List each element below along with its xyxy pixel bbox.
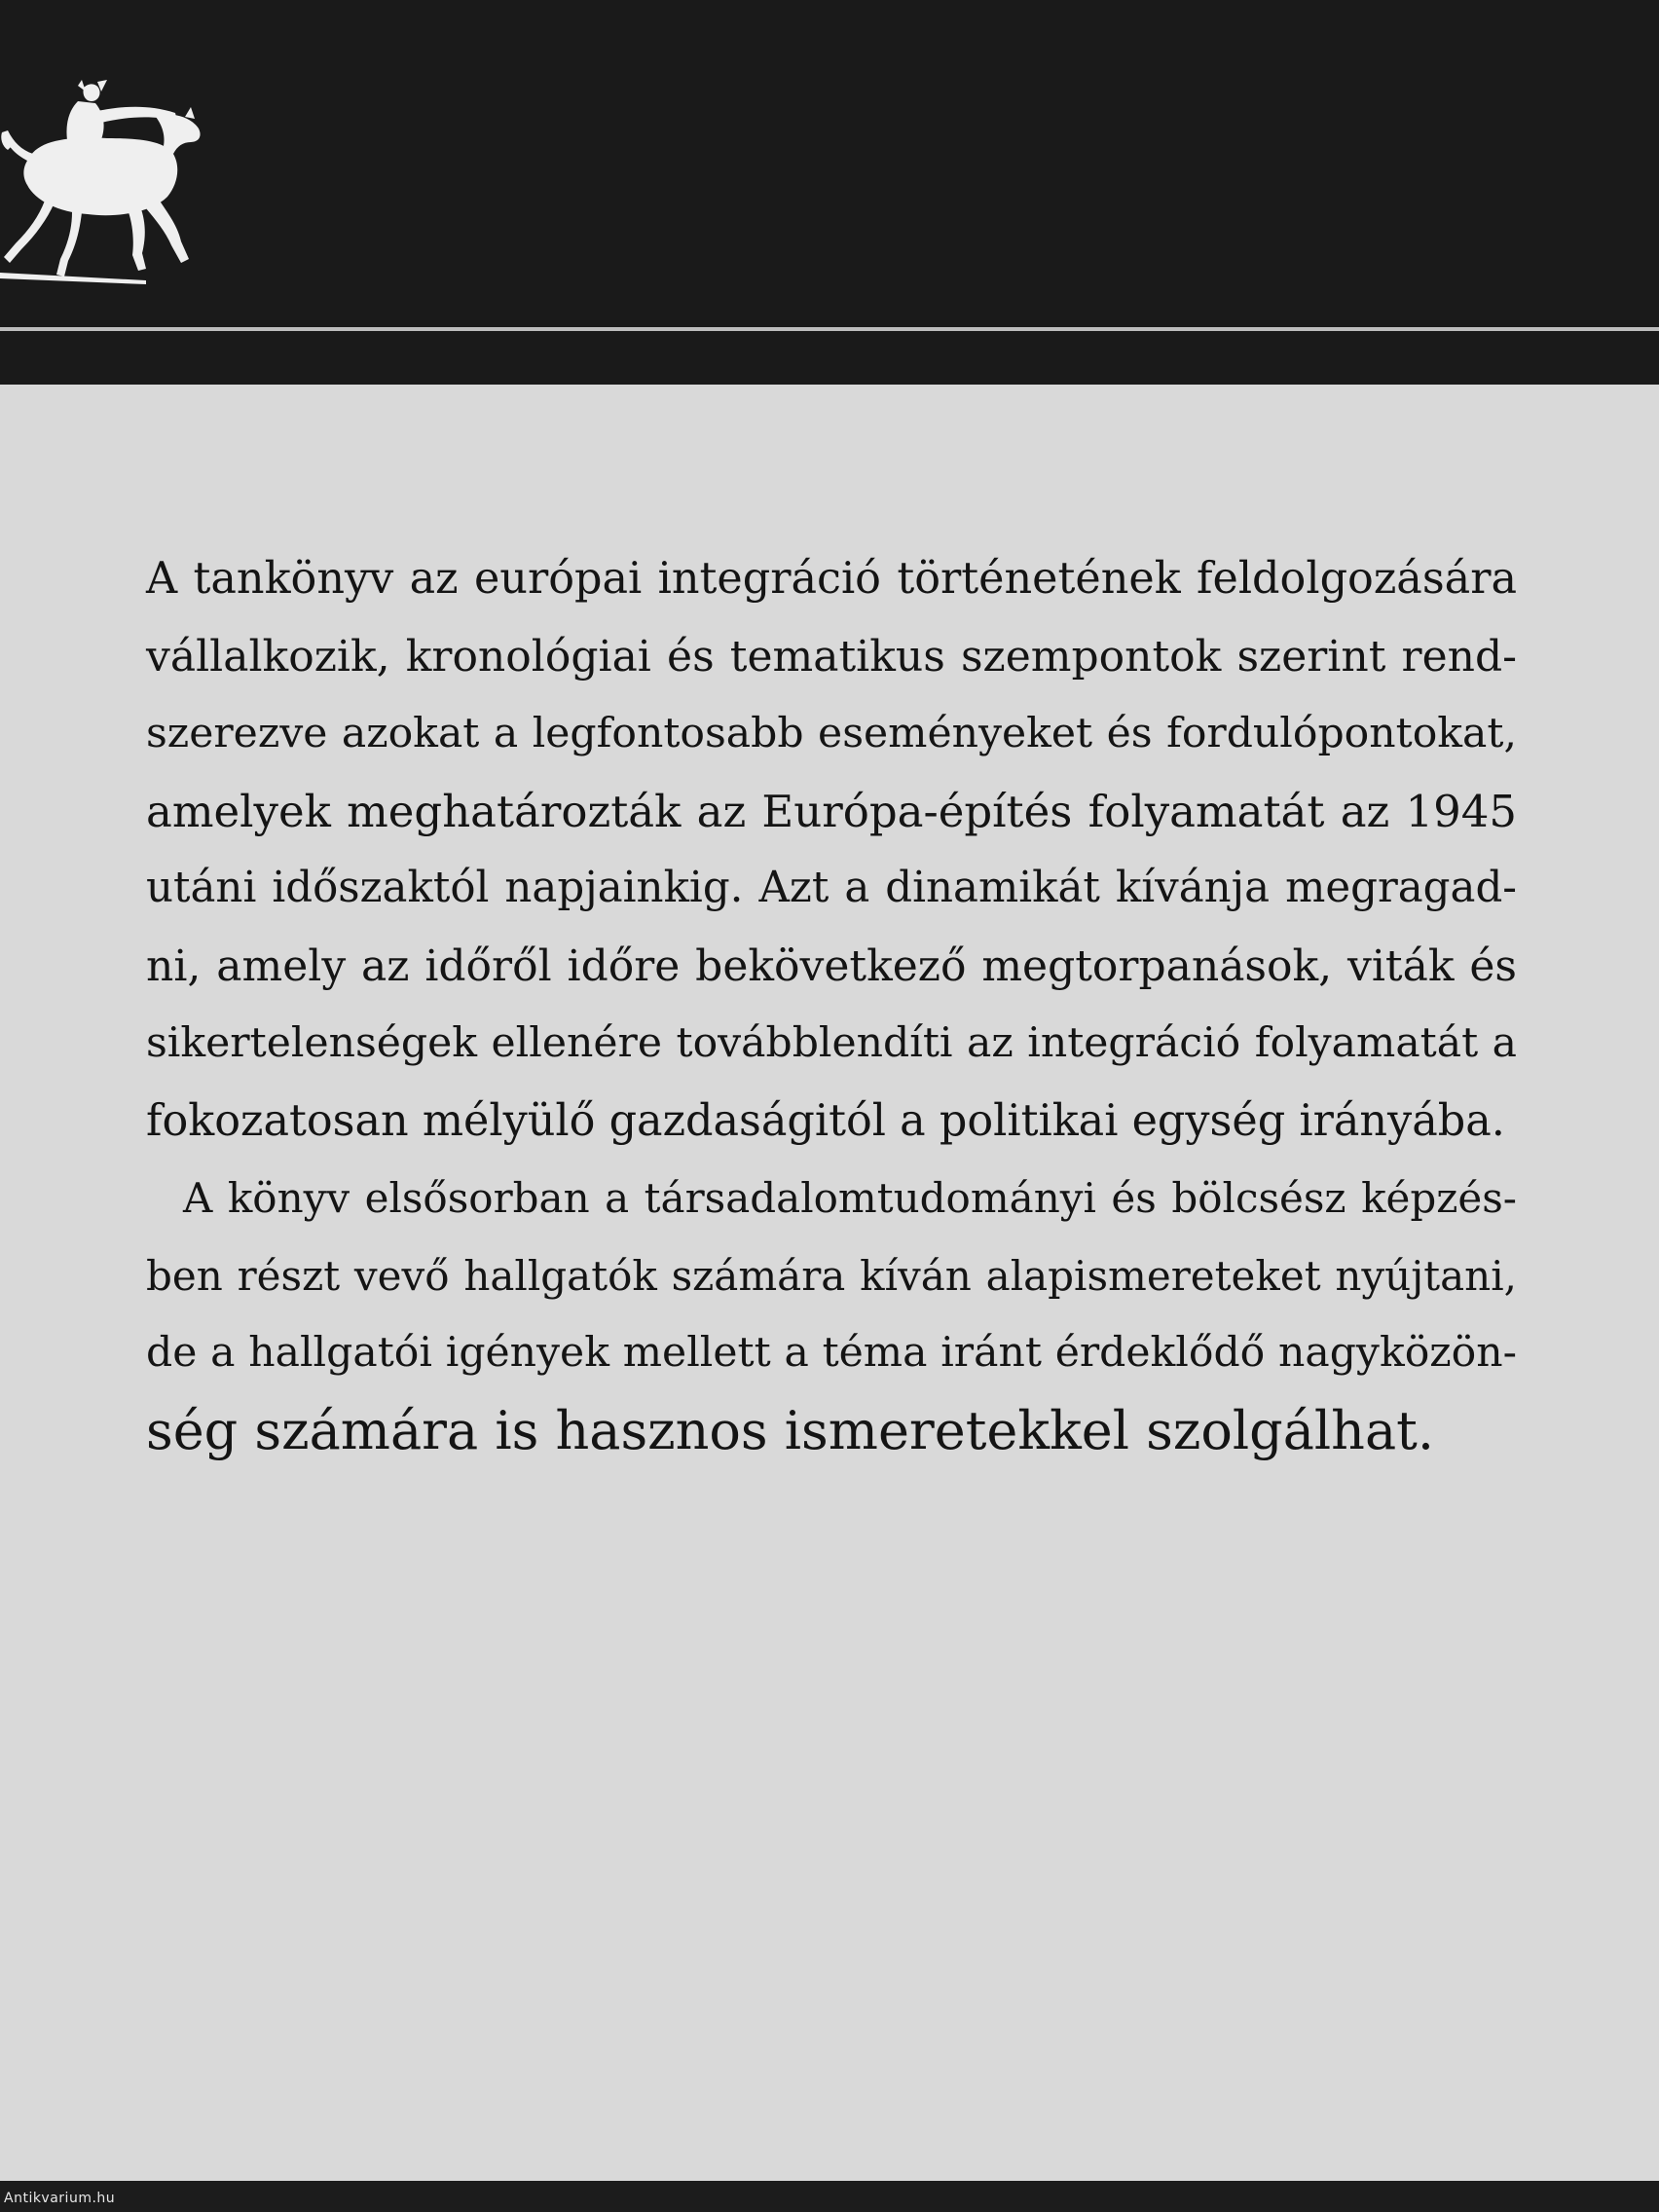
text-line: szerezve azokat a legfontosabb eseményeket és fordulópontokat,	[146, 710, 1517, 757]
text-line: amelyek meghatározták az Európa-építés folyamatát az 1945	[146, 785, 1517, 837]
text-line: ben részt vevő hallgatók számára kíván alapismereteket nyújtani,	[146, 1251, 1517, 1300]
horizontal-rule	[0, 327, 1659, 331]
text-line: vállalkozik, kronológiai és tematikus szempontok szerint rend-	[146, 631, 1517, 682]
text-line: ség számára is hasznos ismeretekkel szolgálhat.	[146, 1399, 1434, 1461]
blurb-text	[146, 540, 1517, 1469]
text-line: fokozatosan mélyülő gazdaságitól a politikai egység irányába.	[146, 1095, 1505, 1146]
watermark: Antikvarium.hu	[4, 2191, 116, 2206]
text-panel	[0, 385, 1659, 2181]
text-line: utáni időszaktól napjainkig. Azt a dinamikát kívánja megragad-	[146, 864, 1517, 912]
text-line: sikertelenségek ellenére továbblendíti az integráció folyamatát a	[146, 1019, 1517, 1067]
horseman-silhouette-icon	[0, 78, 206, 292]
top-dark-band	[0, 0, 1659, 385]
text-line: A könyv elsősorban a társadalomtudományi és bölcsész képzés-	[183, 1174, 1517, 1222]
text-line: ni, amely az időről időre bekövetkező megtorpanások, viták és	[146, 940, 1517, 991]
text-line: A tankönyv az európai integráció történetének feldolgozására	[146, 554, 1517, 604]
blurb-paragraph-2	[146, 1160, 1517, 1469]
text-line: de a hallgatói igények mellett a téma iránt érdeklődő nagyközön-	[146, 1329, 1517, 1377]
bottom-dark-strip	[0, 2181, 1659, 2212]
blurb-paragraph-1	[146, 540, 1517, 1160]
